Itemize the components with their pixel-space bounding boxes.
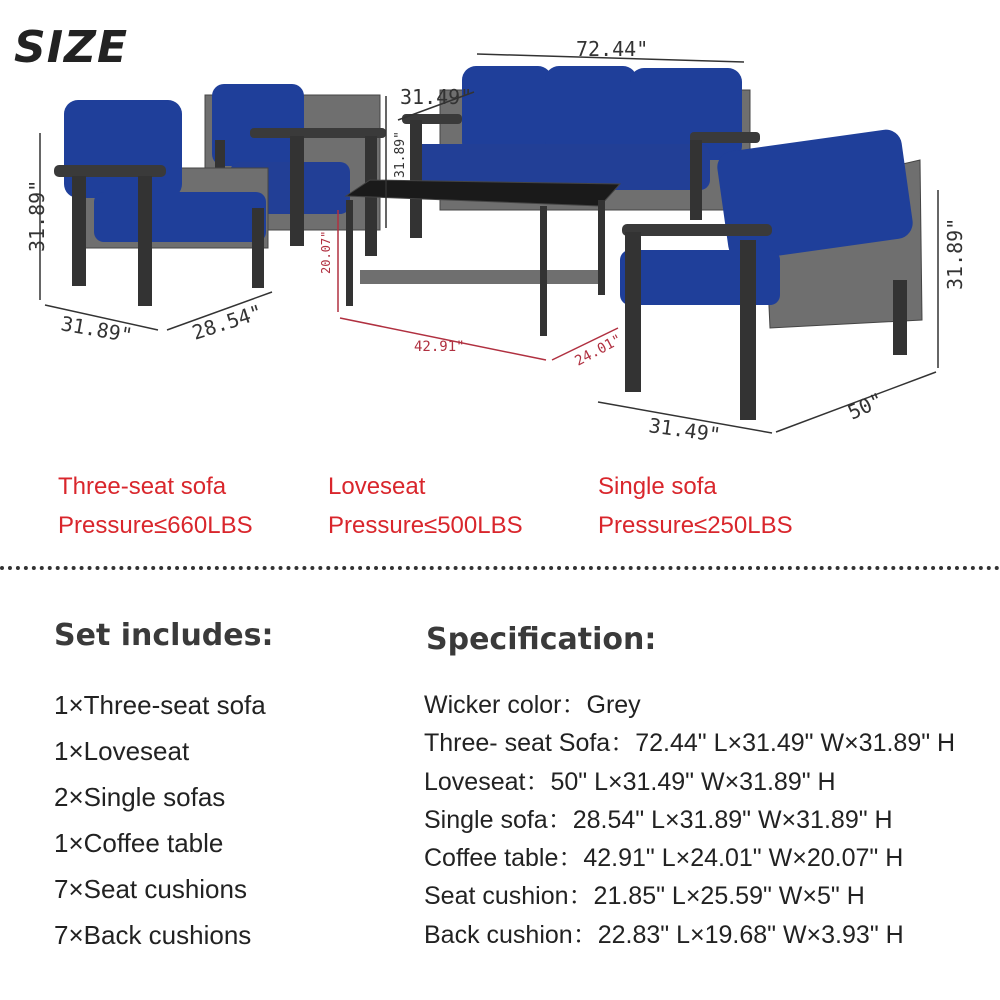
- list-item: 1×Three-seat sofa: [54, 690, 266, 720]
- pressure-limit-single: Pressure≤250LBS: [598, 512, 793, 539]
- spec-item: Single sofa：28.54" L×31.89" W×31.89" H: [424, 805, 893, 834]
- spec-item: Three- seat Sofa：72.44" L×31.49" W×31.89" H: [424, 729, 956, 758]
- pressure-limit-three-seat: Pressure≤660LBS: [58, 512, 253, 539]
- pressure-limit-loveseat: Pressure≤500LBS: [328, 512, 523, 539]
- list-item: 2×Single sofas: [54, 782, 226, 812]
- dotted-divider: [0, 566, 1000, 570]
- list-item: 7×Seat cushions: [54, 874, 247, 904]
- table-length-label: 42.91": [414, 339, 465, 355]
- single-width-label: 31.89": [59, 311, 135, 348]
- furniture-illustration: [0, 0, 1000, 460]
- spec-item: Seat cushion：21.85" L×25.59" W×5" H: [424, 882, 865, 911]
- pressure-name-single: Single sofa: [598, 473, 717, 500]
- table-height-label: 20.07": [319, 230, 333, 274]
- pressure-name-three-seat: Three-seat sofa: [58, 473, 227, 500]
- sofa-depth-label: 31.49": [400, 85, 473, 109]
- loveseat-height-label: 31.89": [943, 217, 967, 290]
- spec-item: Loveseat：50" L×31.49" W×31.89" H: [424, 767, 836, 796]
- spec-item: Wicker color：Grey: [424, 691, 641, 719]
- list-item: 1×Coffee table: [54, 828, 224, 858]
- list-item: 7×Back cushions: [54, 920, 252, 950]
- loveseat-length-label: 50": [843, 387, 887, 425]
- single-height-label: 31.89": [25, 179, 49, 252]
- page-title: SIZE: [14, 22, 129, 73]
- specification-heading: Specification:: [426, 622, 657, 657]
- table-dimension-lines: [338, 210, 618, 360]
- sofa-length-label: 72.44": [576, 37, 649, 61]
- list-item: 1×Loveseat: [54, 736, 190, 766]
- loveseat-depth-label: 31.49": [647, 413, 723, 448]
- sofa-height-label: 31.89": [393, 131, 408, 178]
- single-depth-label: 28.54": [189, 299, 266, 345]
- spec-item: Coffee table：42.91" L×24.01" W×20.07" H: [424, 844, 904, 873]
- spec-item: Back cushion：22.83" L×19.68" W×3.93" H: [424, 920, 904, 949]
- set-includes-heading: Set includes:: [54, 618, 274, 653]
- pressure-name-loveseat: Loveseat: [328, 473, 426, 500]
- specification-list: [424, 690, 955, 958]
- table-width-label: 24.01": [572, 331, 625, 370]
- set-includes-list: [54, 690, 266, 966]
